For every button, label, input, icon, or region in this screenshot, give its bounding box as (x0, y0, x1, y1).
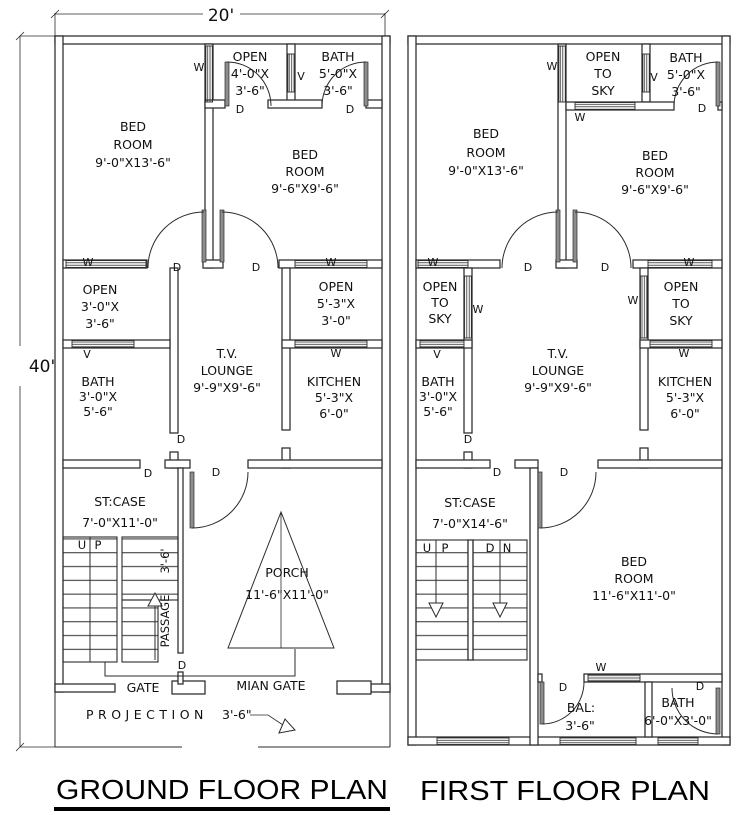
door-leaf (540, 682, 544, 724)
window-marker: W (82, 256, 94, 269)
gf-open-top-line3: 3'-6" (235, 83, 265, 98)
door-marker: D (697, 102, 707, 115)
ff-balcony-line2: 3'-6" (565, 718, 595, 733)
ff-staircase-line1: ST:CASE (444, 495, 496, 510)
first-floor-plan (408, 36, 730, 806)
gf-open-left-line1: OPEN (82, 282, 118, 297)
door-marker: D (172, 261, 182, 274)
gf-staircase-line1: ST:CASE (94, 494, 146, 509)
gf-open-left-line2: 3'-0"X (80, 299, 120, 314)
gf-projection-label: PROJECTION (86, 707, 208, 722)
gf-open-top-line1: OPEN (232, 49, 268, 64)
window-marker: W (427, 256, 439, 269)
ff-bed1-line1: BED (472, 126, 500, 141)
window-marker: W (472, 303, 484, 316)
door-leaf (190, 472, 194, 528)
stair-up-marker: U (77, 538, 87, 552)
window-marker: W (574, 111, 586, 124)
window-symbol (206, 46, 213, 102)
window-marker: W (193, 61, 205, 74)
door-marker: D (251, 261, 261, 274)
door-marker: D (559, 466, 569, 479)
ff-bath-left-line3: 5'-6" (423, 404, 453, 419)
gf-bath-left-line2: 3'-0"X (78, 389, 118, 404)
vent-marker: V (83, 348, 91, 361)
ff-bath-left-line2: 3'-0"X (418, 389, 458, 404)
ff-staircase-line2: 7'-0"X14'-6" (432, 516, 508, 531)
ff-bed3-line2: ROOM (614, 571, 654, 586)
gf-bath-top-line1: BATH (321, 49, 355, 64)
door-marker: D (600, 261, 610, 274)
gf-bath-left-line3: 5'-6" (83, 404, 113, 419)
ff-open-sky-right-line2: TO (672, 296, 690, 311)
ff-bed1-line2: ROOM (466, 145, 506, 160)
door-swing-arc (148, 212, 204, 268)
door-leaf (716, 688, 720, 734)
ff-bath-top-line3: 3'-6" (671, 84, 701, 99)
window-marker: W (627, 294, 639, 307)
gf-bed1-line1: BED (119, 119, 147, 134)
window-symbol (66, 261, 146, 268)
ff-open-sky-top-line2: TO (594, 66, 612, 81)
dimension-20ft (51, 6, 389, 36)
ff-tv-lounge-line3: 9'-9"X9'-6" (524, 380, 592, 395)
vent-symbol (643, 54, 650, 92)
door-leaf (573, 210, 577, 262)
ff-open-sky-left-line3: SKY (428, 311, 452, 326)
window-symbol (464, 276, 471, 338)
ground-floor-plan (54, 36, 390, 811)
window-symbol (418, 261, 468, 268)
door-leaf (202, 210, 206, 262)
ff-open-sky-right-line1: OPEN (663, 279, 699, 294)
door-marker: D (176, 433, 186, 446)
gf-projection-dim: 3'-6" (222, 707, 252, 722)
gf-porch-line2: 11'-6"X11'-0" (245, 587, 329, 602)
vent-symbol (420, 341, 464, 348)
ff-open-sky-left-line1: OPEN (422, 279, 458, 294)
dimension-40ft (16, 32, 55, 751)
gf-gate-label: GATE (126, 680, 160, 695)
gf-bed2-line3: 9'-6"X9'-6" (271, 181, 339, 196)
door-marker: D (235, 103, 245, 116)
gf-kitchen-line2: 5'-3"X (314, 390, 354, 405)
title-underline (54, 807, 390, 811)
gf-passage-label: PASSAGE (158, 594, 172, 648)
ff-open-sky-top-line3: SKY (591, 83, 615, 98)
ff-bed1-line3: 9'-0"X13'-6" (448, 163, 524, 178)
stair-up-marker: P (94, 538, 102, 552)
gf-bath-top-line2: 5'-0"X (318, 66, 358, 81)
gf-bath-left-line1: BATH (81, 374, 115, 389)
gf-bath-top-line3: 3'-6" (323, 83, 353, 98)
ff-bed2-line1: BED (641, 148, 669, 163)
ff-bath-top-line1: BATH (669, 50, 703, 65)
window-symbol (559, 46, 566, 102)
window-symbol (575, 103, 635, 110)
ff-kitchen-line2: 5'-3"X (665, 390, 705, 405)
gf-gate-post-left (172, 681, 205, 694)
door-marker: D (211, 466, 221, 479)
door-leaf (220, 210, 224, 262)
window-symbol (640, 276, 647, 338)
gf-bed2-line2: ROOM (285, 164, 325, 179)
door-leaf (364, 62, 368, 106)
gf-kitchen-line3: 6'-0" (319, 406, 349, 421)
ff-staircase (416, 540, 527, 660)
vent-marker: V (297, 70, 305, 83)
ff-bed2-line2: ROOM (635, 165, 675, 180)
gf-staircase-line2: 7'-0"X11'-0" (82, 515, 158, 530)
gf-porch (228, 512, 334, 648)
window-marker: W (330, 347, 342, 360)
door-marker: D (177, 659, 187, 672)
ground-floor-title: GROUND FLOOR PLAN (56, 774, 388, 805)
window-symbol (658, 738, 698, 745)
ff-open-sky-top-line1: OPEN (585, 49, 621, 64)
first-floor-title: FIRST FLOOR PLAN (420, 775, 710, 806)
door-marker: D (492, 466, 502, 479)
stair-up-marker: U (422, 541, 432, 555)
gf-open-right-line1: OPEN (318, 279, 354, 294)
door-swing-arc (540, 472, 596, 528)
gf-bed1-line2: ROOM (113, 137, 153, 152)
ff-bed3-line1: BED (620, 554, 648, 569)
door-marker: D (695, 680, 705, 693)
gf-tv-lounge-line1: T.V. (216, 346, 238, 361)
ff-bed3-line3: 11'-6"X11'-0" (592, 588, 676, 603)
dimension-40ft-label: 40' (28, 357, 56, 377)
projection-arrow (279, 719, 295, 733)
window-marker: W (325, 256, 337, 269)
door-leaf (538, 472, 542, 528)
gf-open-right-line3: 3'-0" (321, 313, 351, 328)
gf-open-right-line2: 5'-3"X (316, 296, 356, 311)
door-swing-arc (222, 212, 278, 268)
window-marker: W (546, 60, 558, 73)
gf-tv-lounge-line2: LOUNGE (200, 363, 254, 378)
door-marker: D (345, 103, 355, 116)
door-swing-arc (192, 472, 248, 528)
gf-kitchen-line1: KITCHEN (306, 374, 362, 389)
gf-bed2-line1: BED (291, 147, 319, 162)
ff-tv-lounge-line1: T.V. (547, 346, 569, 361)
window-marker: W (678, 347, 690, 360)
door-swing-arc (575, 212, 631, 268)
gf-open-top-line2: 4'-0"X (230, 66, 270, 81)
gf-open-left-line3: 3'-6" (85, 316, 115, 331)
gf-porch-line1: PORCH (265, 565, 309, 580)
door-marker: D (558, 681, 568, 694)
ff-open-sky-left-line2: TO (431, 295, 449, 310)
door-marker: D (523, 261, 533, 274)
vent-marker: V (433, 348, 441, 361)
gf-bed1-line3: 9'-0"X13'-6" (95, 155, 171, 170)
door-leaf (556, 210, 560, 262)
vent-marker: V (650, 71, 658, 84)
window-marker: W (683, 256, 695, 269)
window-symbol (560, 738, 636, 745)
vent-symbol (72, 341, 134, 348)
ff-bed2-line3: 9'-6"X9'-6" (621, 182, 689, 197)
ff-balcony-line1: BAL: (566, 700, 596, 715)
window-marker: W (595, 661, 607, 674)
door-marker: D (463, 433, 473, 446)
stair-up-marker: P (441, 541, 449, 555)
ff-kitchen-line3: 6'-0" (670, 406, 700, 421)
gf-gate-post-right (337, 681, 371, 694)
ff-bath-top-line2: 5'-0"X (666, 67, 706, 82)
ff-bath-left-line1: BATH (421, 374, 455, 389)
ff-bath-bottom-line1: BATH (661, 695, 695, 710)
dimension-20ft-label: 20' (207, 6, 235, 26)
door-marker: D (143, 467, 153, 480)
ff-open-sky-right-line3: SKY (669, 313, 693, 328)
gf-doors (148, 62, 368, 528)
stair-down-marker: N (502, 541, 512, 555)
door-leaf (225, 62, 229, 106)
gf-main-gate-label: MIAN GATE (236, 678, 306, 693)
window-symbol (437, 738, 509, 745)
ff-bath-bottom-line2: 6'-0"X3'-0" (644, 713, 712, 728)
gf-passage-dim: 3'-6' (158, 548, 172, 574)
window-symbol (648, 261, 712, 268)
gf-tv-lounge-line3: 9'-9"X9'-6" (193, 380, 261, 395)
door-leaf (716, 62, 720, 106)
door-swing-arc (502, 212, 558, 268)
vent-symbol (288, 54, 295, 92)
ff-kitchen-line1: KITCHEN (657, 374, 713, 389)
ff-tv-lounge-line2: LOUNGE (531, 363, 585, 378)
stair-down-marker: D (485, 541, 495, 555)
window-symbol (588, 675, 640, 682)
